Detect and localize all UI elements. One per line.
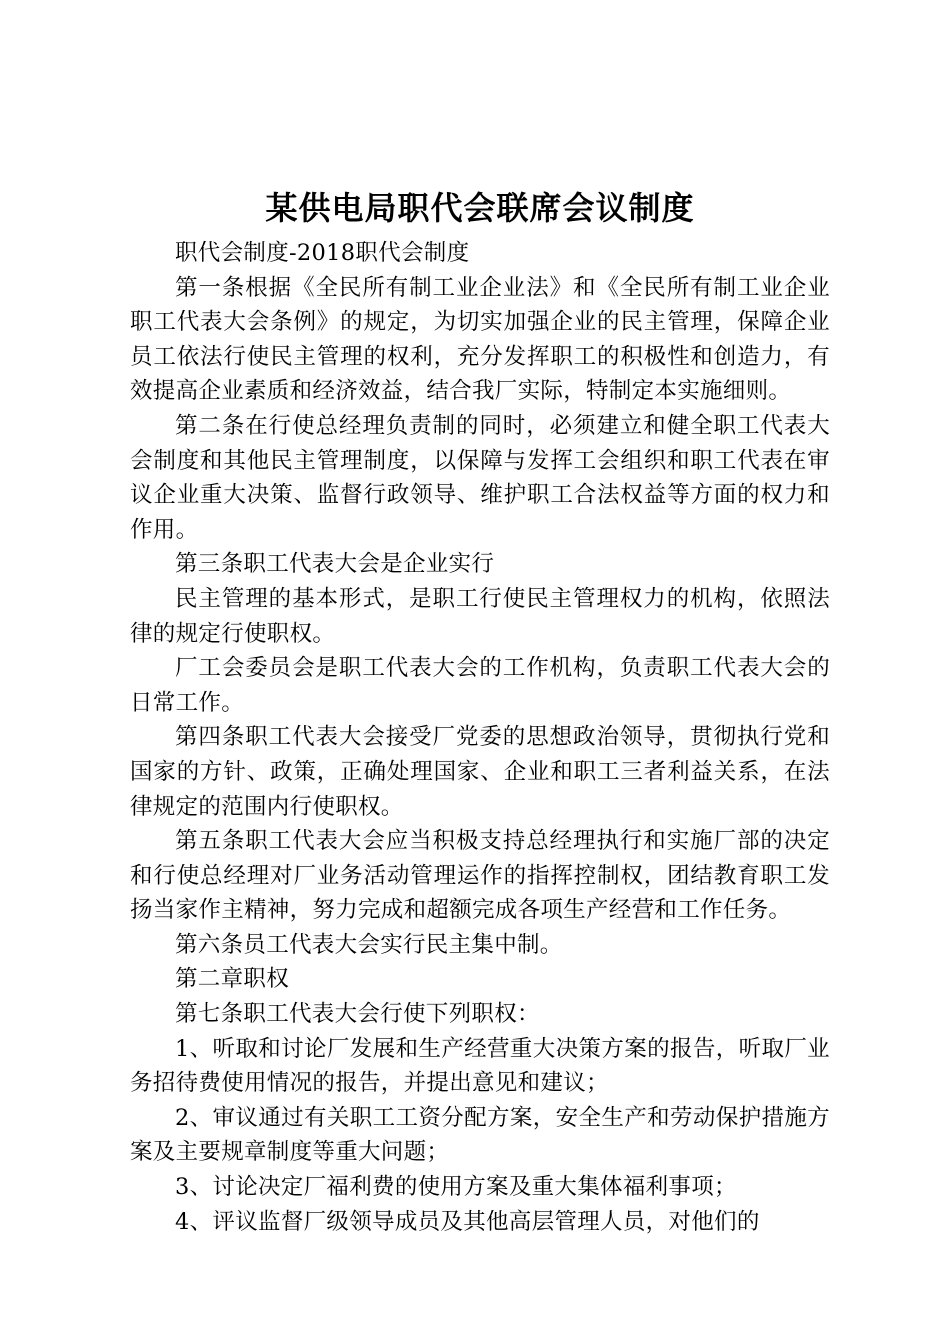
paragraph-article-6: 第六条员工代表大会实行民主集中制。 xyxy=(175,931,563,958)
document-body xyxy=(130,182,830,1239)
paragraph-subtitle: 职代会制度-2018职代会制度 xyxy=(175,240,470,266)
document-title: 某供电局职代会联席会议制度 xyxy=(265,189,695,227)
paragraph-article-3-continued: 民主管理的基本形式，是职工行使民主管理权力的机构，依照法律的规定行使职权。 xyxy=(130,585,830,647)
paragraph-article-5: 第五条职工代表大会应当积极支持总经理执行和实施厂部的决定和行使总经理对厂业务活动管理运作的指挥控制权，团结教育职工发扬当家作主精神，努力完成和超额完成各项生产经营和工作任务。 xyxy=(130,828,830,924)
chapter-heading: 第二章职权 xyxy=(175,966,290,993)
paragraph-article-7: 第七条职工代表大会行使下列职权： xyxy=(175,1001,540,1028)
paragraph-union-committee: 厂工会委员会是职工代表大会的工作机构，负责职工代表大会的日常工作。 xyxy=(130,655,830,716)
paragraph-article-1: 第一条根据《全民所有制工业企业法》和《全民所有制工业企业职工代表大会条例》的规定，为切实加强企业的民主管理，保障企业员工依法行使民主管理的权利，充分发挥职工的积极性和创造力，有效提高企业素质和经济效益，结合我厂实际，特制定本实施细则。 xyxy=(130,274,830,405)
paragraph-article-3: 第三条职工代表大会是企业实行 xyxy=(175,551,495,578)
list-item-3: 3、讨论决定厂福利费的使用方案及重大集体福利事项； xyxy=(175,1174,737,1201)
paragraph-article-2: 第二条在行使总经理负责制的同时，必须建立和健全职工代表大会制度和其他民主管理制度，以保障与发挥工会组织和职工代表在审议企业重大决策、监督行政领导、维护职工合法权益等方面的权力和作用。 xyxy=(130,412,830,543)
paragraph-article-4: 第四条职工代表大会接受厂党委的思想政治领导，贯彻执行党和国家的方针、政策，正确处理国家、企业和职工三者利益关系，在法律规定的范围内行使职权。 xyxy=(130,724,830,820)
list-item-1: 1、听取和讨论厂发展和生产经营重大决策方案的报告，听取厂业务招待费使用情况的报告，并提出意见和建议； xyxy=(130,1035,830,1097)
list-item-4: 4、评议监督厂级领导成员及其他高层管理人员，对他们的 xyxy=(175,1208,760,1235)
list-item-2: 2、审议通过有关职工工资分配方案，安全生产和劳动保护措施方案及主要规章制度等重大问题； xyxy=(130,1104,830,1166)
